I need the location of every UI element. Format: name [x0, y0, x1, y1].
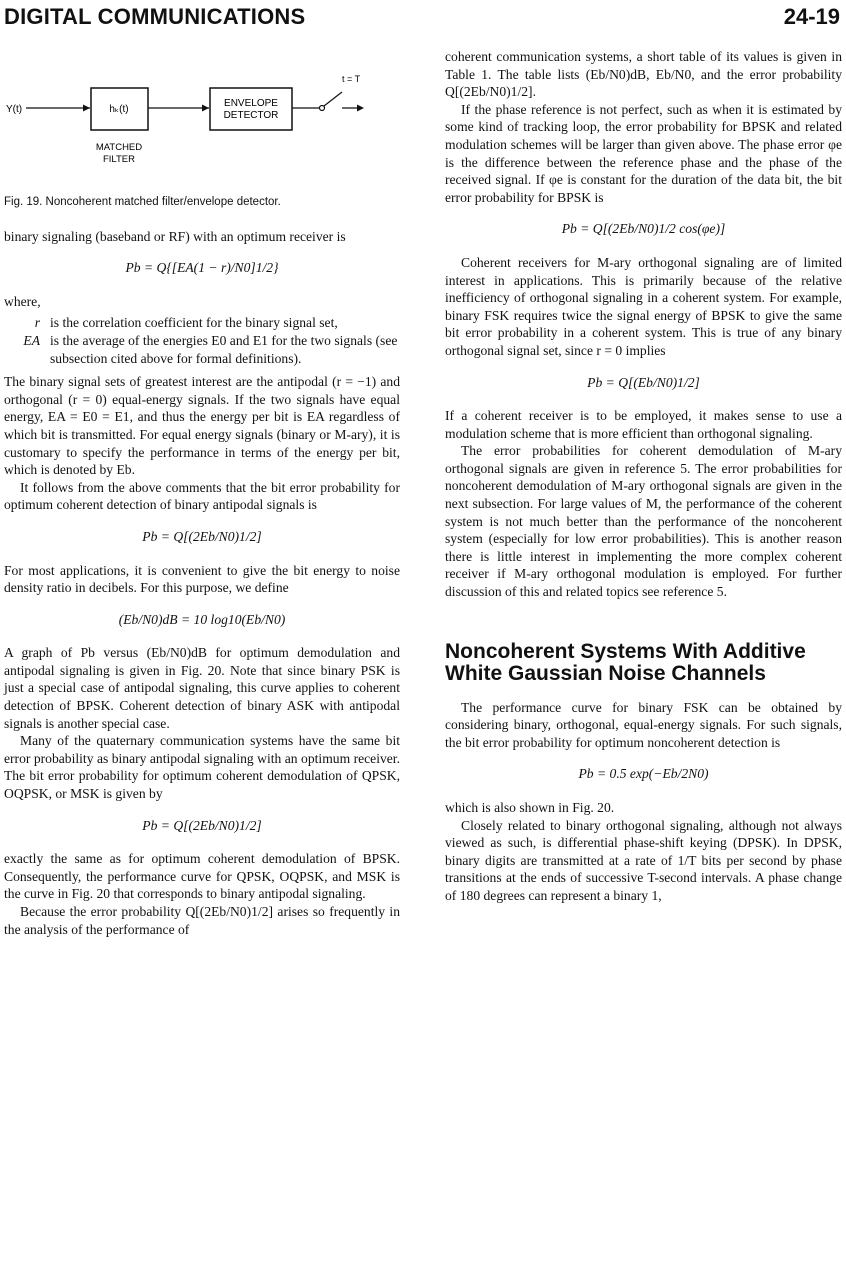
- paragraph: If a coherent receiver is to be employed, it makes sense to use a modulation scheme that is more efficient than orthogonal signaling.: [445, 408, 842, 441]
- paragraph: If the phase reference is not perfect, such as when it is estimated by some kind of tracking loop, the error probability for BPSK and related modulation schemes will be larger than given above. The phase error φe is the difference between the reference phase and the phase of the received signal. If φe is constant for the duration of the data bit, the bit error probability for BPSK is: [445, 101, 842, 205]
- page-header: [4, 4, 840, 34]
- paragraph: A graph of Pb versus (Eb/N0)dB for optimum demodulation and antipodal signaling is given in Fig. 20. Note that since binary PSK is just a special case of antipodal signaling, this curve applies to coherent detection of BPSK. Coherent detection of binary ASK with antipodal signals is another special case.: [4, 645, 400, 731]
- paragraph: The binary signal sets of greatest interest are the antipodal (r = −1) and orthogonal (r = 0) equal-energy signals. If the two signals have equal energy, EA = E0 = E1, and thus the energy per bit is EA regardless of which bit is transmitted. For equal energy signals (binary or M-ary), it is customary to specify the performance in terms of the energy per bit, which is denoted by Eb.: [4, 374, 400, 478]
- paragraph: which is also shown in Fig. 20.: [445, 800, 615, 815]
- definition-symbol: r: [34, 315, 40, 331]
- envelope-detector-block: [210, 88, 292, 130]
- matched-filter-caption-line2: FILTER: [102, 154, 136, 165]
- input-arrow: [83, 105, 90, 112]
- mid-arrow: [202, 105, 209, 112]
- definition-text: is the correlation coefficient for the binary signal set,: [50, 315, 338, 331]
- equation: Pb = Q[(2Eb/N0)1/2 cos(φe)]: [561, 221, 726, 237]
- paragraph: Closely related to binary orthogonal signaling, although not always viewed as such, is differential phase-shift keying (DPSK). In DPSK, binary digits are transmitted at a rate of 1/T bits per second by phase transitions at the ends of successive T-second intervals. A phase change of 180 degrees can represent a binary 1,: [445, 817, 842, 903]
- paragraph: The error probabilities for coherent demodulation of M-ary orthogonal signals are given in reference 5. The error probabilities for noncoherent demodulation of M-ary orthogonal signals are given in the next subsection. For large values of M, the performance of the coherent system is not much better than the performance of the noncoherent system (especially for low error probabilities). This is another reason there is little interest in implementing the more complex coherent receiver if M-ary orthogonal modulation is employed. For further discussion of this and related topics see reference 5.: [445, 443, 842, 600]
- block-diagram: [4, 48, 400, 198]
- switch-contact: [320, 106, 325, 111]
- left-column: [4, 48, 400, 938]
- sampling-time-label: t = T: [342, 74, 361, 84]
- definition-item: [4, 332, 400, 367]
- where-label: where,: [4, 293, 41, 309]
- matched-filter-caption-line1: MATCHED: [95, 142, 143, 153]
- section-heading: Noncoherent Systems With Additive White Gaussian Noise Channels: [445, 639, 806, 685]
- detector-label-line2: DETECTOR: [223, 110, 279, 121]
- detector-label-line1: ENVELOPE: [224, 98, 278, 109]
- input-signal-label: Y(t): [6, 104, 23, 115]
- paragraph: Many of the quaternary communication systems have the same bit error probability as binary antipodal signaling with an optimum receiver. The bit error probability for optimum coherent demodulation of QPSK, OQPSK, or MSK is given by: [4, 733, 400, 802]
- equation: Pb = 0.5 exp(−Eb/2N0): [578, 766, 709, 782]
- equation: Pb = Q[(2Eb/N0)1/2]: [142, 817, 262, 833]
- paragraph: Coherent receivers for M-ary orthogonal signaling are of limited interest in applications. This is primarily because of the relative inefficiency of orthogonal signaling in a coherent system. For example, binary FSK requires twice the signal energy of BPSK to give the same bit error probability in a coherent system. This is true of any binary orthogonal signal set, since r = 0 implies: [445, 254, 842, 358]
- equation: (Eb/N0)dB = 10 log10(Eb/N0): [118, 611, 286, 627]
- paragraph: For most applications, it is convenient to give the bit energy to noise density ratio in decibels. For this purpose, we define: [4, 562, 400, 596]
- paragraph: The performance curve for binary FSK can be obtained by considering binary, orthogonal, equal-energy signals. For such signals, the bit error probability for optimum noncoherent detection is: [445, 699, 842, 750]
- equation: Pb = Q[(Eb/N0)1/2]: [587, 374, 700, 390]
- output-arrow: [357, 105, 364, 112]
- paragraph: coherent communication systems, a short table of its values is given in Table 1. The table lists (Eb/N0)dB, Eb/N0, and the error probability Q[(2Eb/N0)1/2].: [445, 49, 842, 100]
- paragraph: It follows from the above comments that the bit error probability for optimum coherent detection of binary antipodal signals is: [4, 479, 400, 513]
- definition-text: is the average of the energies E0 and E1 for the two signals (see subsection cited above for formal definitions).: [50, 332, 398, 366]
- sampling-switch: [324, 92, 342, 106]
- page-number: 24-19: [783, 4, 840, 29]
- figure-caption: Fig. 19. Noncoherent matched filter/envelope detector.: [4, 196, 281, 208]
- definition-list: [4, 314, 400, 367]
- running-head: DIGITAL COMMUNICATIONS: [4, 4, 306, 29]
- paragraph: exactly the same as for optimum coherent demodulation of BPSK. Consequently, the performance curve for QPSK, OQPSK, and MSK is the curve in Fig. 20 that corresponds to binary antipodal signaling.: [4, 851, 400, 902]
- equation: Pb = Q{[EA(1 − r)/N0]1/2}: [125, 260, 279, 276]
- paragraph: Because the error probability Q[(2Eb/N0)1/2] arises so frequently in the analysis of the performance of: [4, 904, 400, 937]
- equation: Pb = Q[(2Eb/N0)1/2]: [142, 528, 262, 544]
- matched-filter-label: hₖ(t): [109, 104, 129, 115]
- definition-symbol: EA: [23, 332, 40, 348]
- paragraph: binary signaling (baseband or RF) with an optimum receiver is: [4, 228, 346, 244]
- figure-19: [4, 48, 400, 198]
- definition-item: [4, 314, 400, 332]
- right-column: [445, 48, 842, 905]
